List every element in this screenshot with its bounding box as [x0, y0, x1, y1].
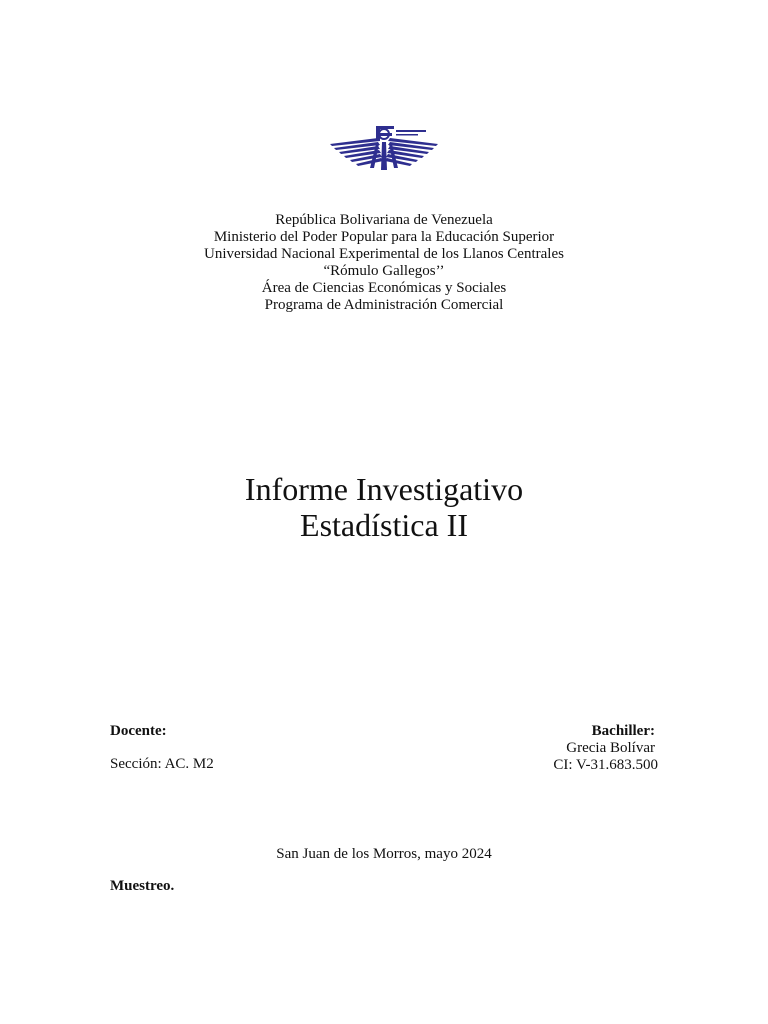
section-heading: Muestreo.: [110, 878, 175, 894]
institution-header: [0, 212, 768, 314]
bachiller-label: Bachiller:: [591, 723, 655, 739]
header-university-name: “Rómulo Gallegos’’: [323, 263, 445, 279]
title-line-2: Estadística II: [300, 507, 468, 543]
document-title: [0, 471, 768, 543]
student-info: [553, 723, 658, 774]
seccion-text: Sección: AC. M2: [110, 756, 214, 772]
student-name: Grecia Bolívar: [566, 740, 655, 756]
header-country: República Bolivariana de Venezuela: [275, 212, 493, 228]
title-line-1: Informe Investigativo: [244, 471, 524, 507]
university-logo-icon: [326, 122, 442, 174]
place-date: San Juan de los Morros, mayo 2024: [276, 846, 492, 862]
header-area: Área de Ciencias Económicas y Sociales: [261, 280, 507, 296]
student-ci: CI: V-31.683.500: [553, 757, 658, 773]
header-university: Universidad Nacional Experimental de los Llanos Centrales: [204, 246, 564, 262]
header-ministry: Ministerio del Poder Popular para la Educación Superior: [213, 229, 555, 245]
docente-label: Docente:: [110, 723, 167, 739]
header-program: Programa de Administración Comercial: [264, 297, 504, 313]
university-logo: [326, 122, 442, 174]
